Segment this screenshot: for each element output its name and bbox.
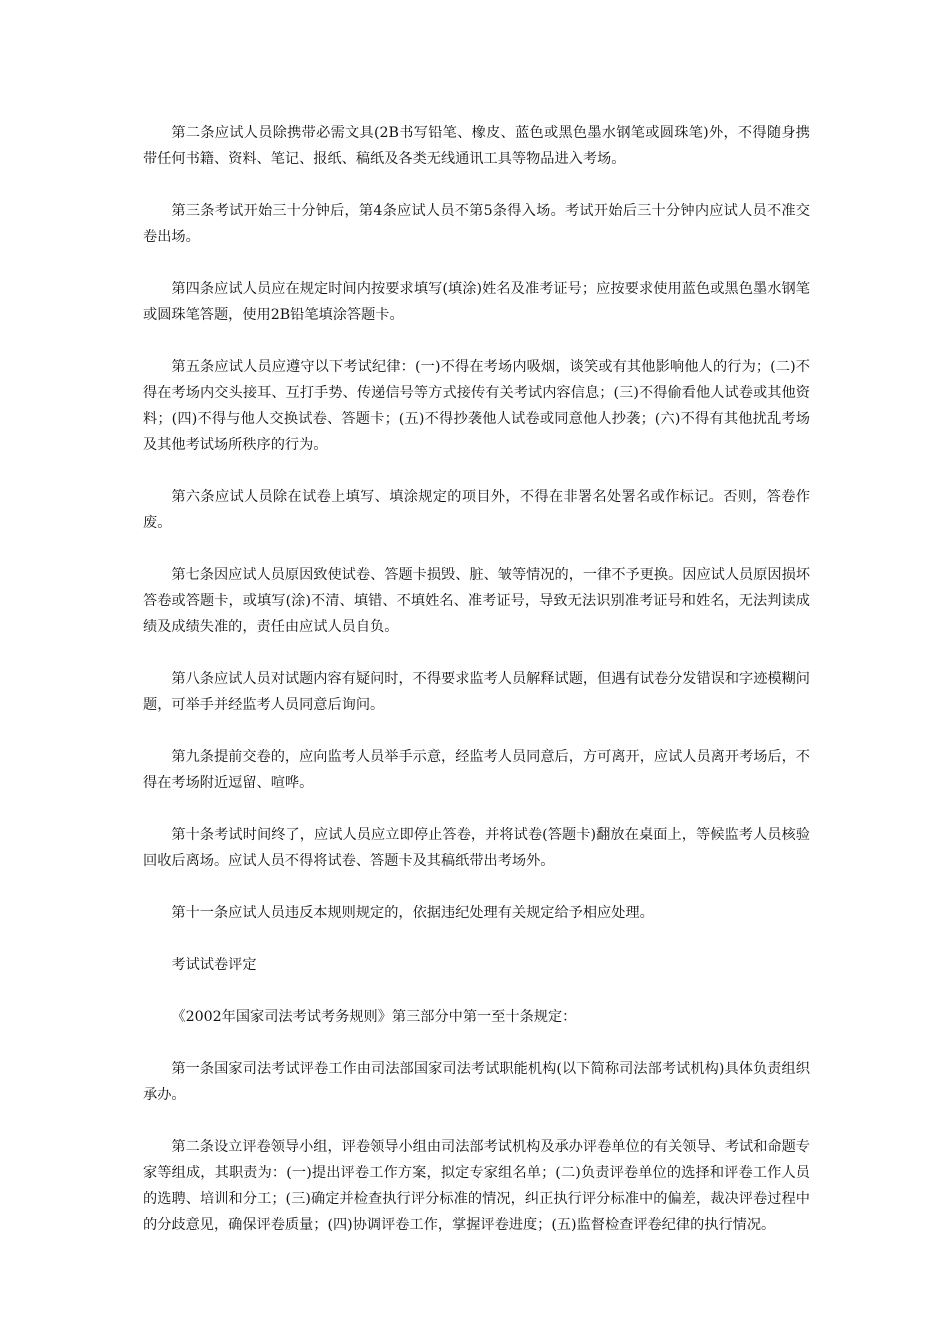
paragraph-article-7: 第七条因应试人员原因致使试卷、答题卡损毁、脏、皱等情况的，一律不予更换。因应试人员原因损坏答卷或答题卡，或填写(涂)不清、填错、不填姓名、准考证号，导致无法识别准考证号和姓名，无法判读成绩及成绩失准的，责任由应试人员自负。: [143, 567, 810, 635]
section-heading: 考试试卷评定: [171, 957, 257, 973]
paragraph-grading-article-2: 第二条设立评卷领导小组，评卷领导小组由司法部考试机构及承办评卷单位的有关领导、考试和命题专家等组成，其职责为：(一)提出评卷工作方案，拟定专家组名单；(二)负责评卷单位的选择和评卷工作人员的选聘、培训和分工；(三)确定并检查执行评分标准的情况，纠正执行评分标准中的偏差，裁决评卷过程中的分歧意见，确保评卷质量；(四)协调评卷工作，掌握评卷进度；(五)监督检查评卷纪律的执行情况。: [143, 1139, 810, 1233]
paragraph-article-3: 第三条考试开始三十分钟后，第4条应试人员不第5条得入场。考试开始后三十分钟内应试人员不准交卷出场。: [143, 203, 810, 245]
paragraph-article-8: 第八条应试人员对试题内容有疑问时，不得要求监考人员解释试题，但遇有试卷分发错误和字迹模糊问题，可举手并经监考人员同意后询问。: [143, 671, 810, 713]
document-body: [143, 120, 810, 1264]
paragraph-article-5: 第五条应试人员应遵守以下考试纪律：(一)不得在考场内吸烟，谈笑或有其他影响他人的行为；(二)不得在考场内交头接耳、互打手势、传递信号等方式接传有关考试内容信息；(三)不得偷看他人试卷或其他资料；(四)不得与他人交换试卷、答题卡；(五)不得抄袭他人试卷或同意他人抄袭；(六)不得有其他扰乱考场及其他考试场所秩序的行为。: [143, 359, 810, 453]
paragraph-article-6: 第六条应试人员除在试卷上填写、填涂规定的项目外，不得在非署名处署名或作标记。否则，答卷作废。: [143, 489, 810, 531]
paragraph-article-9: 第九条提前交卷的，应向监考人员举手示意，经监考人员同意后，方可离开，应试人员离开考场后，不得在考场附近逗留、喧哗。: [143, 749, 810, 791]
paragraph-article-4: 第四条应试人员应在规定时间内按要求填写(填涂)姓名及准考证号；应按要求使用蓝色或黑色墨水钢笔或圆珠笔答题，使用2B铅笔填涂答题卡。: [143, 281, 810, 323]
paragraph-grading-article-1: 第一条国家司法考试评卷工作由司法部国家司法考试职能机构(以下简称司法部考试机构)具体负责组织承办。: [143, 1061, 810, 1103]
paragraph-article-11: 第十一条应试人员违反本规则规定的，依据违纪处理有关规定给予相应处理。: [171, 905, 654, 921]
paragraph-article-2: 第二条应试人员除携带必需文具(2B书写铅笔、橡皮、蓝色或黑色墨水钢笔或圆珠笔)外，不得随身携带任何书籍、资料、笔记、报纸、稿纸及各类无线通讯工具等物品进入考场。: [143, 125, 810, 167]
paragraph-rules-reference: 《2002年国家司法考试考务规则》第三部分中第一至十条规定：: [171, 1009, 577, 1025]
paragraph-article-10: 第十条考试时间终了，应试人员应立即停止答卷，并将试卷(答题卡)翻放在桌面上，等候监考人员核验回收后离场。应试人员不得将试卷、答题卡及其稿纸带出考场外。: [143, 827, 810, 869]
